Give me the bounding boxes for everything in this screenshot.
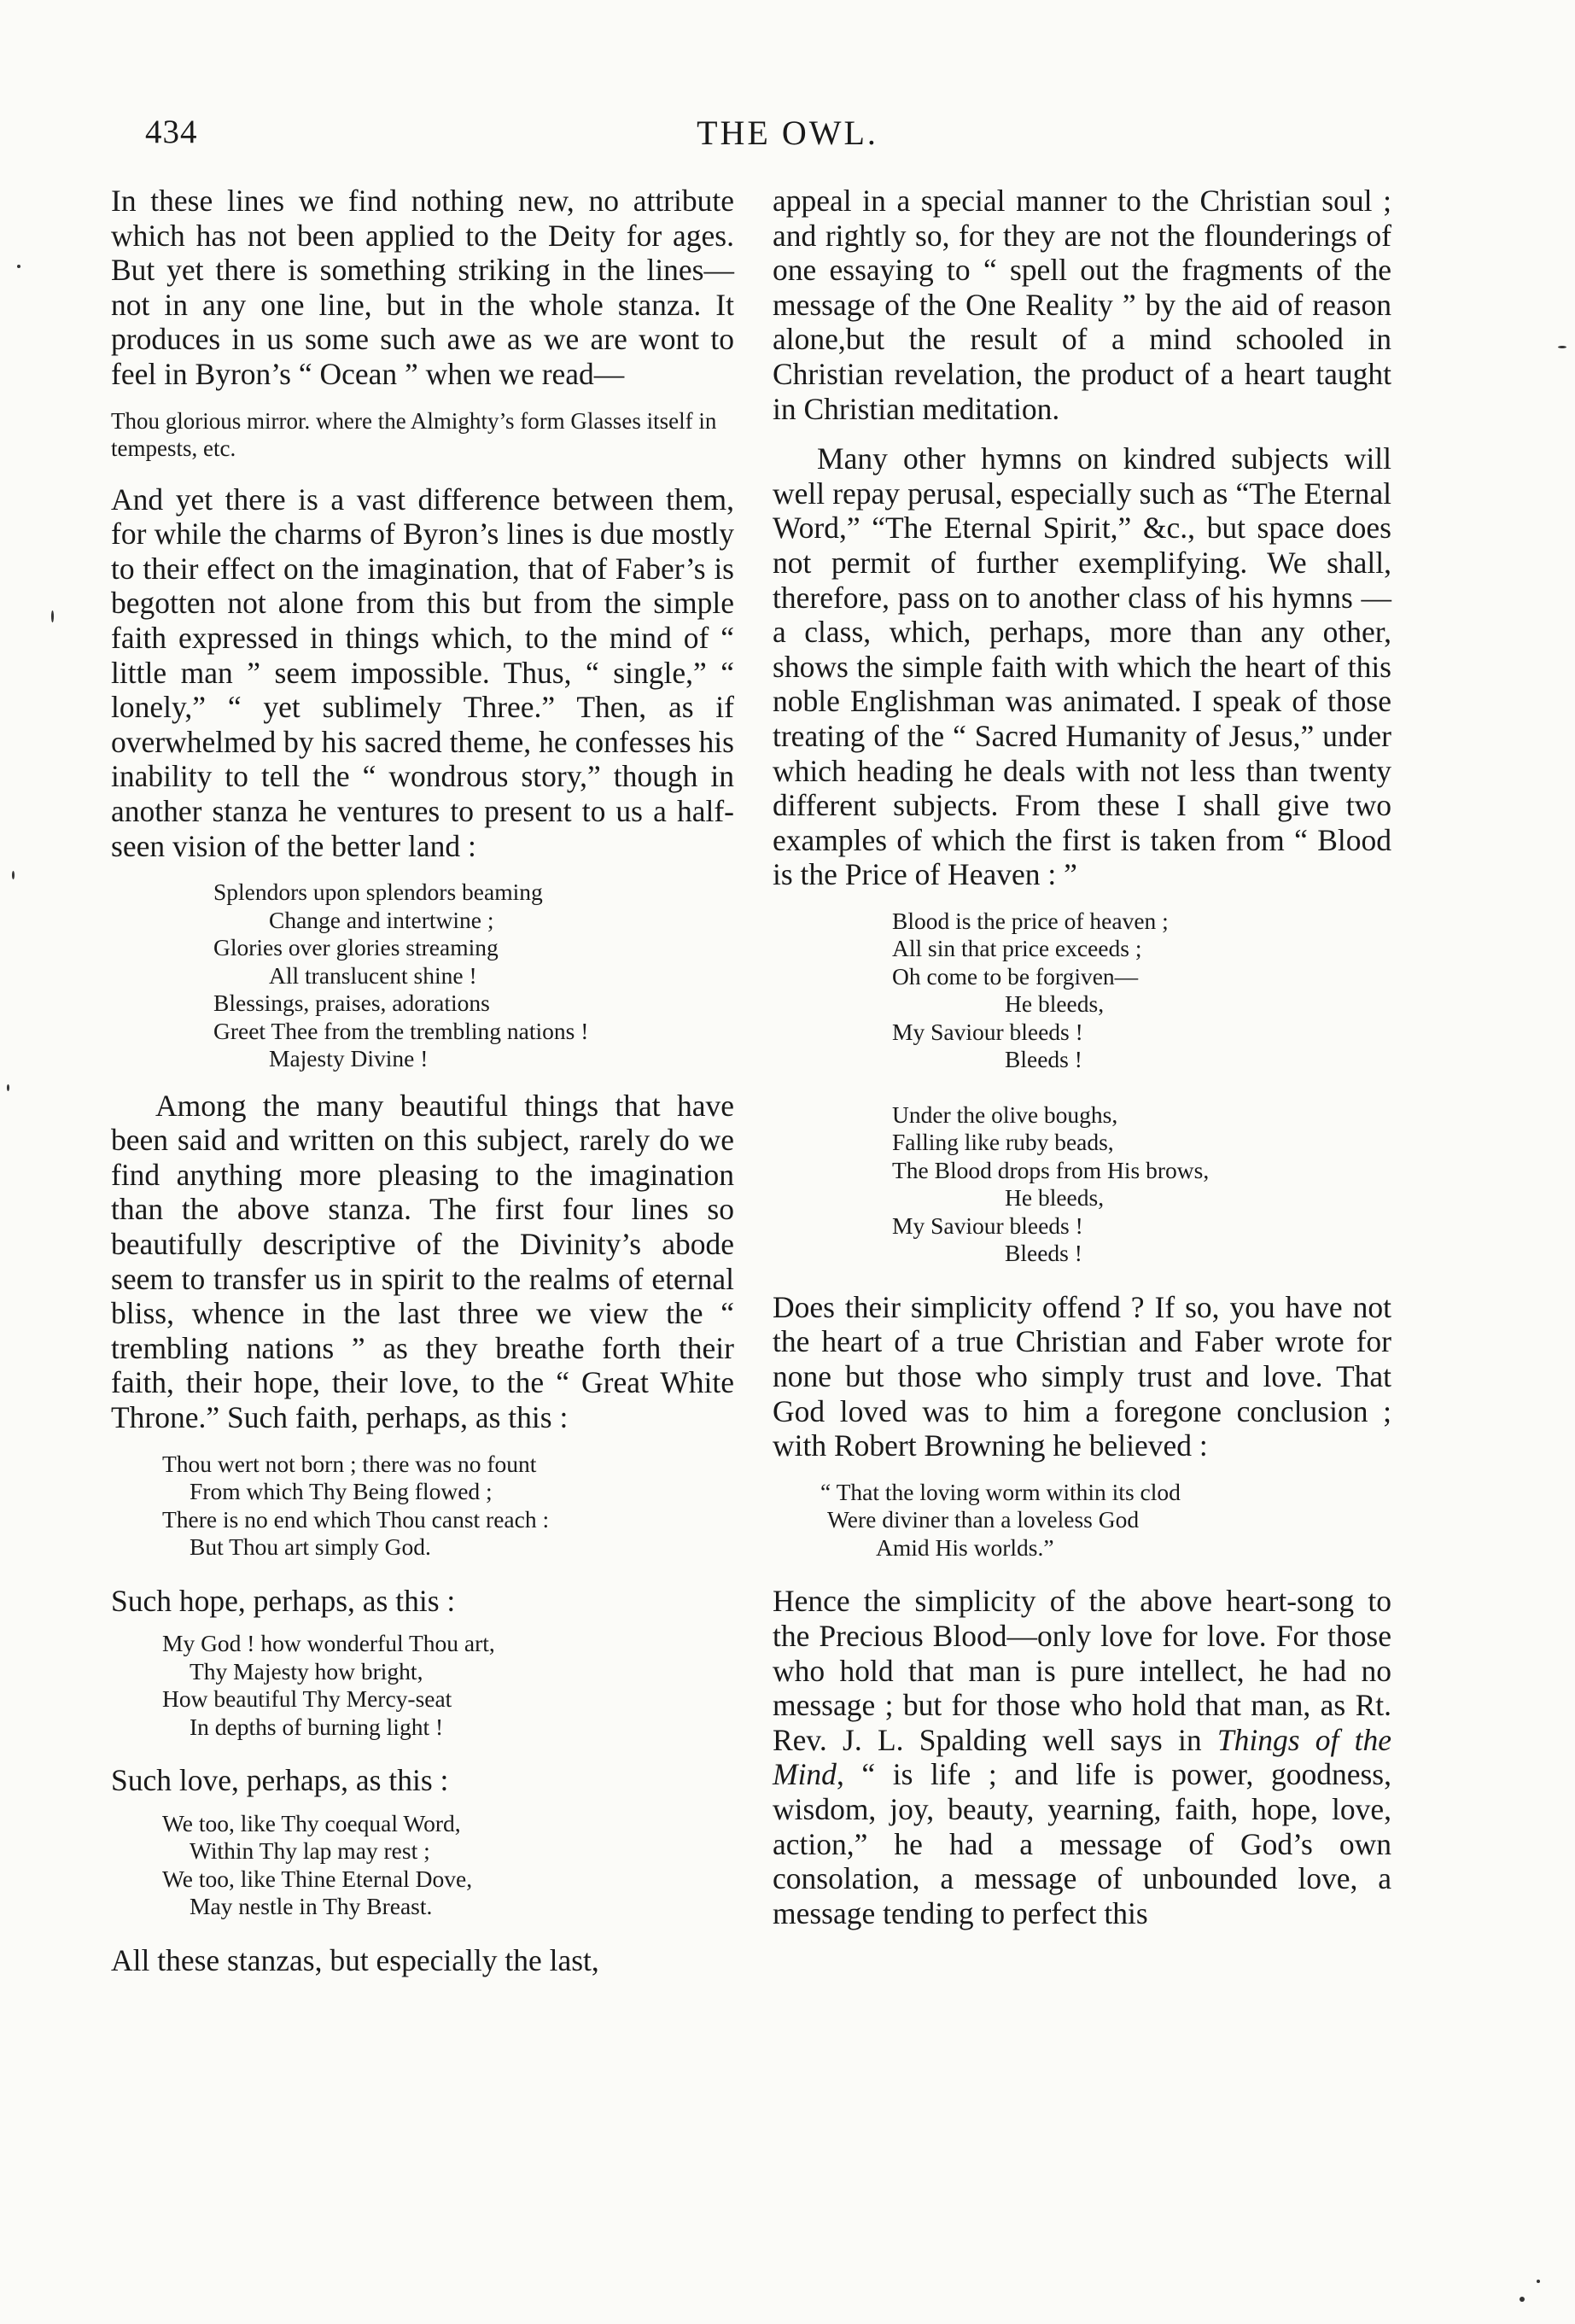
verse-line: He bleeds, bbox=[1005, 1184, 1105, 1212]
right-column bbox=[773, 184, 1391, 1946]
verse-line: He bleeds, bbox=[1005, 990, 1105, 1018]
running-head bbox=[0, 113, 1575, 161]
verse-browning bbox=[820, 1479, 1391, 1562]
paragraph: And yet there is a vast difference between them, for while the charms of Byron’s lines is due mostly to their effect on the imagination, that of Faber’s is begotten not alone from this but from the simple faith expressed in things which, to the mind of “ little man ” seem impossible. Thus, “ single,” “ lonely,” “ yet sublimely Three.” Then, as if overwhelmed by his sacred theme, he confesses his inability to tell the “ wondrous story,” though in another stanza he ventures to present to us a half-seen vision of the better land : bbox=[111, 482, 734, 863]
stanza-break bbox=[892, 1074, 1391, 1101]
paragraph: Such hope, perhaps, as this : bbox=[111, 1583, 456, 1618]
scan-speck bbox=[7, 1084, 9, 1091]
scan-speck bbox=[1520, 2297, 1525, 2302]
verse-line: Within Thy lap may rest ; bbox=[190, 1837, 430, 1865]
verse-line: Falling like ruby beads, bbox=[892, 1129, 1114, 1156]
verse-line: Bleeds ! bbox=[1005, 1046, 1082, 1073]
verse-line: Thy Majesty how bright, bbox=[190, 1657, 423, 1685]
verse-line: From which Thy Being flowed ; bbox=[190, 1478, 493, 1505]
verse-line: My Saviour bleeds ! bbox=[892, 1212, 1083, 1239]
verse-line: All translucent shine ! bbox=[269, 961, 477, 989]
paragraph: Many other hymns on kindred subjects will well repay perusal, especially such as “The Eternal Word,” “The Eternal Spirit,” &c., but space does not permit of further exemplifying. We shall, therefore, pass on to another class of his hymns —a class, which, perhaps, more than any other, shows the simple faith with which the heart of this noble Englishman was animated. I speak of those treating of the “ Sacred Humanity of Jesus,” under which heading he deals with not less than twenty different subjects. From these I shall give two examples of which the first is taken from “ Blood is the Price of Heaven : ” bbox=[773, 441, 1391, 892]
scan-speck bbox=[12, 871, 15, 879]
verse-blood bbox=[892, 908, 1391, 1268]
verse-line: We too, like Thy coequal Word, bbox=[162, 1809, 461, 1836]
paragraph: Among the many beautiful things that have been said and written on this subject, rarely do we find anything more pleasing to the imagination than the above stanza. The first four lines so beautifully descriptive of the Divinity’s abode seem to transfer us in spirit to the realms of eternal bliss, whence in the last three we view the “ trembling nations ” as they breathe forth their faith, their hope, their love, to the “ Great White Throne.” Such faith, perhaps, as this : bbox=[111, 1088, 734, 1434]
verse-line: Thou wert not born ; there was no fount bbox=[162, 1450, 537, 1477]
verse-hope bbox=[162, 1630, 734, 1741]
verse-love bbox=[162, 1810, 734, 1921]
verse-line: All sin that price exceeds ; bbox=[892, 935, 1142, 962]
verse-line: May nestle in Thy Breast. bbox=[190, 1893, 433, 1920]
verse-line: Blood is the price of heaven ; bbox=[892, 907, 1169, 934]
verse-line: We too, like Thine Eternal Dove, bbox=[162, 1865, 473, 1892]
verse-line: There is no end which Thou canst reach : bbox=[162, 1505, 550, 1533]
verse-line: My God ! how wonderful Thou art, bbox=[162, 1630, 495, 1657]
book-title: Things of the Mind bbox=[773, 1722, 1391, 1792]
verse-splendors bbox=[213, 879, 734, 1073]
verse-line: How beautiful Thy Mercy-seat bbox=[162, 1685, 452, 1713]
scan-speck bbox=[1537, 2280, 1540, 2283]
byron-quote: Thou glorious mirror. where the Almighty’s form Glasses itself in tempests, etc. bbox=[111, 407, 717, 461]
scan-speck bbox=[51, 610, 54, 622]
verse-line: But Thou art simply God. bbox=[190, 1533, 431, 1561]
verse-line: Change and intertwine ; bbox=[269, 906, 494, 933]
page-number: 434 bbox=[145, 114, 198, 150]
verse-line: Bleeds ! bbox=[1005, 1240, 1082, 1267]
verse-line: Majesty Divine ! bbox=[269, 1045, 429, 1072]
paragraph: appeal in a special manner to the Christian soul ; and rightly so, for they are not the flounderings of one essaying to “ spell out the fragments of the message of the One Reality ” by the aid of reason alone,but the result of a mind schooled in Christian revelation, the product of a heart taught in Christian meditation. bbox=[773, 184, 1391, 426]
paragraph bbox=[773, 1584, 1391, 1930]
verse-line: Oh come to be forgiven— bbox=[892, 962, 1139, 990]
verse-line: “ That the loving worm within its clod bbox=[820, 1478, 1181, 1505]
paragraph: In these lines we find nothing new, no attribute which has not been applied to the Deity for ages. But yet there is something striking in the lines—not in any one line, but in the whole stanza. It produces in us some such awe as we are wont to feel in Byron’s “ Ocean ” when we read— bbox=[111, 184, 734, 391]
paragraph: All these stanzas, but especially the last, bbox=[111, 1942, 599, 1977]
verse-line: Greet Thee from the trembling nations ! bbox=[213, 1017, 589, 1044]
verse-line: Splendors upon splendors beaming bbox=[213, 879, 543, 906]
verse-faith bbox=[162, 1451, 734, 1562]
text-run: Hence the simplicity of the above heart-song to the Precious Blood—only love for love. For those who hold that man is pure intellect, he had no message ; but for those who hold that man, as Rt. Rev. J. L. Spalding well says in bbox=[773, 1584, 1391, 1757]
scan-speck bbox=[17, 265, 20, 268]
verse-line: Under the olive boughs, bbox=[892, 1101, 1118, 1128]
verse-line: Were diviner than a loveless God bbox=[827, 1506, 1140, 1533]
verse-line: Amid His worlds.” bbox=[876, 1533, 1054, 1561]
paragraph: Does their simplicity offend ? If so, you have not the heart of a true Christian and Faber wrote for none but those who simply trust and love. That God loved was to him a foregone conclusion ; with Robert Browning he believed : bbox=[773, 1289, 1391, 1463]
verse-line: My Saviour bleeds ! bbox=[892, 1018, 1083, 1045]
verse-line: Glories over glories streaming bbox=[213, 934, 499, 961]
verse-line: The Blood drops from His brows, bbox=[892, 1156, 1210, 1183]
verse-line: In depths of burning light ! bbox=[190, 1713, 444, 1740]
scan-speck bbox=[1558, 346, 1566, 348]
journal-title: THE OWL. bbox=[697, 114, 878, 152]
verse-line: Blessings, praises, adorations bbox=[213, 990, 490, 1017]
text-run: , “ is life ; and life is power, goodness, wisdom, joy, beauty, yearning, faith, hope, love, action,” he had a message of God’s own consolation, a message of unbounded love, a message tending to perfect this bbox=[773, 1757, 1391, 1930]
left-column bbox=[111, 184, 734, 1993]
paragraph: Such love, perhaps, as this : bbox=[111, 1763, 449, 1798]
